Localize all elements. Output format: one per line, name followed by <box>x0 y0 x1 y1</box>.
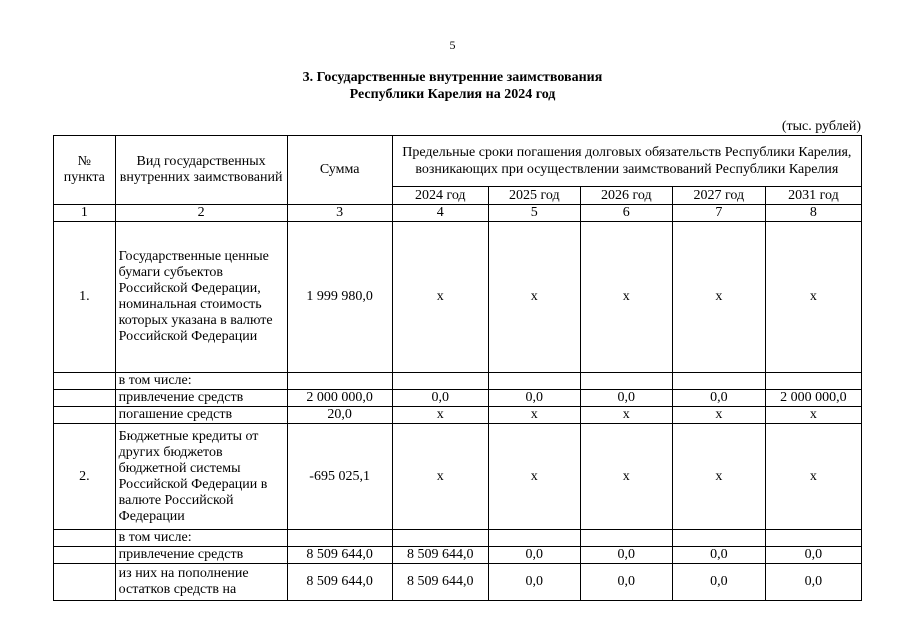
table-row <box>54 424 862 530</box>
row-name: в том числе: <box>115 373 287 390</box>
row-year-value: 0,0 <box>765 564 861 601</box>
row-year-value: x <box>392 222 488 373</box>
table-row <box>54 564 862 601</box>
header-year: 2031 год <box>765 187 861 205</box>
table-row <box>54 373 862 390</box>
page-number: 5 <box>449 38 456 52</box>
row-name: из них на пополнение остатков средств на <box>115 564 287 601</box>
row-year-value <box>765 530 861 547</box>
row-year-value <box>765 373 861 390</box>
row-number <box>54 407 116 424</box>
row-year-value: 0,0 <box>672 564 765 601</box>
row-sum: 8 509 644,0 <box>287 547 392 564</box>
header-row-index <box>54 205 862 222</box>
column-index: 8 <box>765 205 861 222</box>
row-year-value <box>392 530 488 547</box>
row-number <box>54 390 116 407</box>
column-index: 5 <box>488 205 580 222</box>
row-sum: 8 509 644,0 <box>287 564 392 601</box>
header-year: 2025 год <box>488 187 580 205</box>
row-sum <box>287 373 392 390</box>
row-year-value: 0,0 <box>765 547 861 564</box>
header-row-1 <box>54 136 862 187</box>
table-row <box>54 390 862 407</box>
row-year-value <box>672 530 765 547</box>
row-name: привлечение средств <box>115 390 287 407</box>
column-index: 7 <box>672 205 765 222</box>
row-year-value <box>488 530 580 547</box>
row-year-value: 0,0 <box>392 390 488 407</box>
row-name: Государственные ценные бумаги субъектов Российской Федерации, номинальная стоимость которых указана в валюте Российской Федерации <box>115 222 287 373</box>
column-index: 4 <box>392 205 488 222</box>
row-year-value: x <box>488 407 580 424</box>
row-year-value: x <box>392 407 488 424</box>
row-year-value: x <box>672 407 765 424</box>
row-year-value <box>580 373 672 390</box>
borrowings-table <box>53 135 862 601</box>
row-name: Бюджетные кредиты от других бюджетов бюджетной системы Российской Федерации в валюте Российской Федерации <box>115 424 287 530</box>
row-sum: -695 025,1 <box>287 424 392 530</box>
row-year-value: 2 000 000,0 <box>765 390 861 407</box>
row-year-value: x <box>765 407 861 424</box>
section-title <box>0 69 905 103</box>
row-number <box>54 373 116 390</box>
row-name: погашение средств <box>115 407 287 424</box>
row-year-value: x <box>488 222 580 373</box>
table-row <box>54 530 862 547</box>
row-sum: 2 000 000,0 <box>287 390 392 407</box>
header-type: Вид государственных внутренних заимствований <box>115 136 287 205</box>
row-number <box>54 530 116 547</box>
row-number <box>54 564 116 601</box>
row-year-value: x <box>488 424 580 530</box>
row-year-value: 0,0 <box>672 547 765 564</box>
row-year-value: x <box>580 407 672 424</box>
section-title-line-2: Республики Карелия на 2024 год <box>349 87 556 102</box>
section-title-line-1: 3. Государственные внутренние заимствования <box>302 70 603 85</box>
row-number: 1. <box>54 222 116 373</box>
header-year: 2024 год <box>392 187 488 205</box>
column-index: 6 <box>580 205 672 222</box>
row-year-value: x <box>392 424 488 530</box>
column-index: 3 <box>287 205 392 222</box>
row-year-value <box>392 373 488 390</box>
row-year-value: x <box>580 222 672 373</box>
row-year-value: 0,0 <box>580 390 672 407</box>
row-year-value: 0,0 <box>488 564 580 601</box>
row-sum <box>287 530 392 547</box>
table-row <box>54 222 862 373</box>
row-year-value: 8 509 644,0 <box>392 564 488 601</box>
row-year-value: 0,0 <box>580 564 672 601</box>
row-year-value: 0,0 <box>672 390 765 407</box>
row-number <box>54 547 116 564</box>
column-index: 2 <box>115 205 287 222</box>
row-number: 2. <box>54 424 116 530</box>
header-sum: Сумма <box>287 136 392 205</box>
row-year-value: 0,0 <box>488 547 580 564</box>
row-year-value: 0,0 <box>488 390 580 407</box>
row-year-value: x <box>672 424 765 530</box>
row-sum: 20,0 <box>287 407 392 424</box>
header-year: 2026 год <box>580 187 672 205</box>
row-sum: 1 999 980,0 <box>287 222 392 373</box>
column-index: 1 <box>54 205 116 222</box>
header-year: 2027 год <box>672 187 765 205</box>
row-name: привлечение средств <box>115 547 287 564</box>
row-year-value: 8 509 644,0 <box>392 547 488 564</box>
header-terms: Предельные сроки погашения долговых обязательств Республики Карелия, возникающих при осуществлении заимствований Республики Карелия <box>392 136 861 187</box>
row-year-value <box>672 373 765 390</box>
table-row <box>54 407 862 424</box>
row-year-value <box>580 530 672 547</box>
row-year-value: x <box>580 424 672 530</box>
row-year-value <box>488 373 580 390</box>
row-year-value: x <box>672 222 765 373</box>
table-row <box>54 547 862 564</box>
row-year-value: x <box>765 222 861 373</box>
row-year-value: x <box>765 424 861 530</box>
header-num: № пункта <box>54 136 116 205</box>
row-year-value: 0,0 <box>580 547 672 564</box>
row-name: в том числе: <box>115 530 287 547</box>
units-note: (тыс. рублей) <box>781 119 861 134</box>
